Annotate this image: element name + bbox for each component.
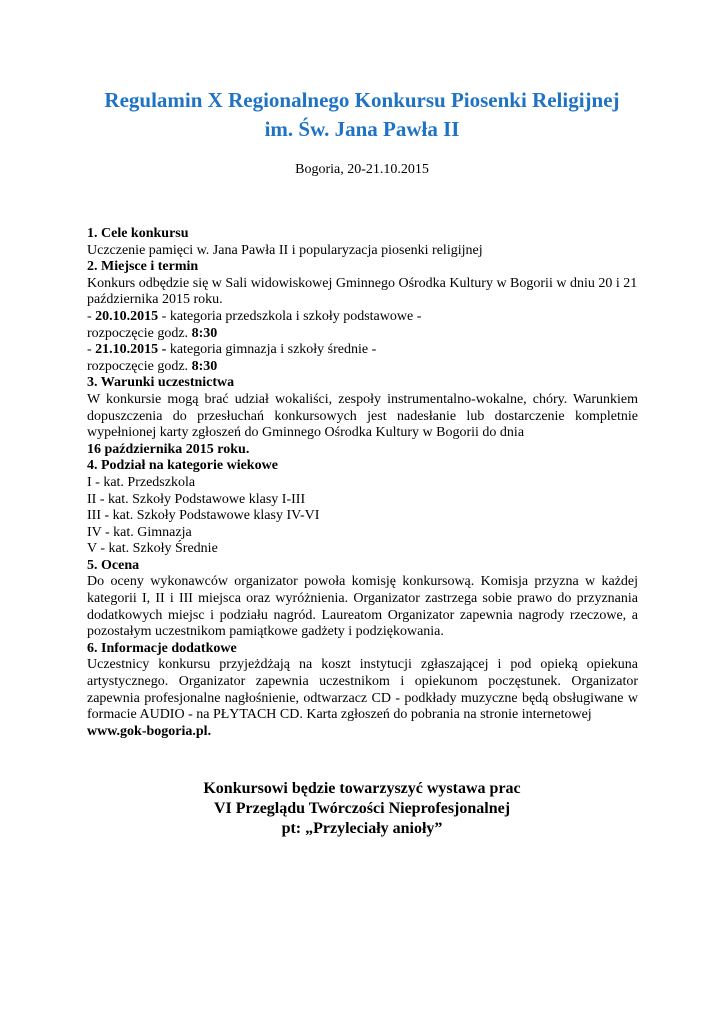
schedule-item-1: - 20.10.2015 - kategoria przedszkola i szkoły podstawowe - (87, 308, 422, 324)
section-1-heading: 1. Cele konkursu (87, 226, 189, 241)
schedule-time-1: 8:30 (191, 325, 218, 341)
section-3-text: W konkursie mogą brać udział wokaliści, zespoły instrumentalno-wokalne, chóry. Warunkiem dopuszczenia do przesłuchań konkursowych jest nadesłanie lub dostarczenie kompletnie wypełnionej karty zgłoszeń do Gminnego Ośrodka Kultury w Bogorii do dnia (87, 391, 638, 441)
section-6-text: Uczestnicy konkursu przyjeżdżają na koszt instytucji zgłaszającej i pod opieką opiekuna artystycznego. Organizator zapewnia uczestnikom i opiekunom poczęstunek. Organizator zapewnia profesjonalne nagłośnienie, odtwarzacz CD - podkłady muzyczne będą obsługiwane w formacie AUDIO - na PŁYTACH CD. Karta zgłoszeń do pobrania na stronie internetowej (87, 657, 638, 723)
schedule-start-1: rozpoczęcie godz. 8:30 (87, 325, 218, 341)
section-2-heading: 2. Miejsce i termin (87, 259, 199, 275)
schedule-start-2: rozpoczęcie godz. 8:30 (87, 358, 218, 374)
title-line-1: Regulamin X Regionalnego Konkursu Piosenki Religijnej (104, 88, 620, 112)
title-line-2: im. Św. Jana Pawła II (264, 117, 460, 141)
exhibition-note (0, 779, 724, 839)
section-1-text: Uczczenie pamięci w. Jana Pawła II i popularyzacja piosenki religijnej (87, 242, 483, 258)
place-date: Bogoria, 20-21.10.2015 (295, 162, 429, 177)
category-item: I - kat. Przedszkola (87, 474, 196, 490)
footer-line-1: Konkursowi będzie towarzyszyć wystawa prac (203, 780, 521, 797)
section-3-deadline: 16 października 2015 roku. (87, 441, 250, 457)
schedule-date-1: 20.10.2015 (95, 308, 159, 324)
footer-line-3: pt: „Przyleciały anioły” (281, 820, 443, 837)
section-5-text: Do oceny wykonawców organizator powoła komisję konkursową. Komisja przyzna w każdej kategorii I, II i III miejsca oraz wyróżnienia. Organizator zastrzega sobie prawo do przyznania dodatkowych miejsc i podziału nagród. Laureatom Organizator zapewnia nagrody rzeczowe, a pozostałym uczestnikom pamiątkowe gadżety i podziękowania. (87, 574, 638, 640)
section-6-heading: 6. Informacje dodatkowe (87, 640, 237, 656)
category-item: V - kat. Szkoły Średnie (87, 541, 218, 557)
schedule-date-2: 21.10.2015 - (95, 342, 167, 358)
website-link: www.gok-bogoria.pl. (87, 723, 212, 739)
schedule-time-2: 8:30 (191, 358, 218, 374)
section-5-heading: 5. Ocena (87, 557, 140, 573)
category-item: II - kat. Szkoły Podstawowe klasy I-III (87, 491, 306, 507)
regulations-body (87, 226, 638, 740)
section-2-text: Konkurs odbędzie się w Sali widowiskowej Gminnego Ośrodka Kultury w Bogorii w dniu 20 i 21 października 2015 roku. (87, 275, 638, 308)
category-item: III - kat. Szkoły Podstawowe klasy IV-VI (87, 508, 320, 524)
schedule-item-2: - 21.10.2015 - kategoria gimnazja i szkoły średnie - (87, 342, 377, 358)
footer-line-2: VI Przeglądu Twórczości Nieprofesjonalnej (213, 800, 511, 817)
document-title (0, 86, 724, 144)
section-3-heading: 3. Warunki uczestnictwa (87, 375, 235, 391)
category-item: IV - kat. Gimnazja (87, 524, 192, 540)
section-4-heading: 4. Podział na kategorie wiekowe (87, 458, 278, 474)
